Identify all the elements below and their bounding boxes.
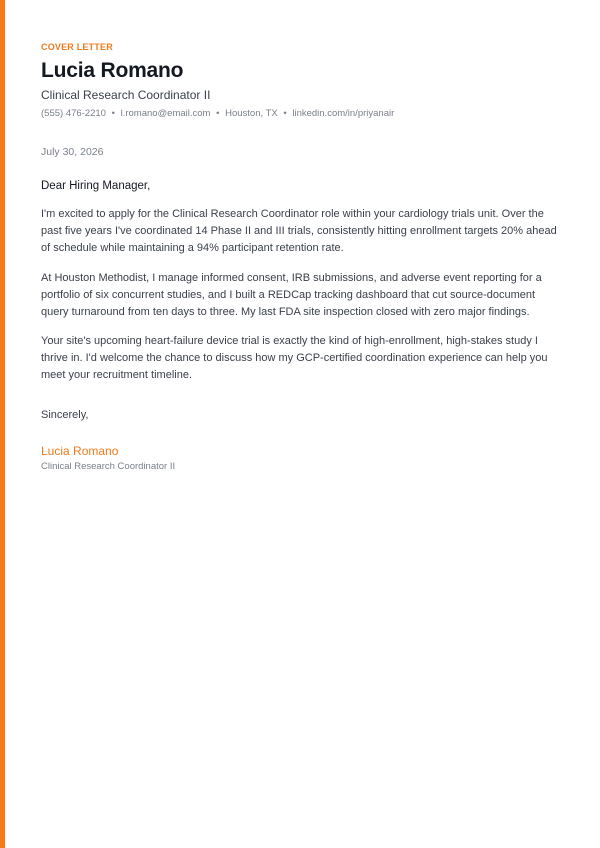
signature-title: Clinical Research Coordinator II bbox=[41, 461, 176, 472]
contact-linkedin[interactable]: linkedin.com/in/priyanair bbox=[292, 108, 395, 119]
letter-paragraph: I'm excited to apply for the Clinical Research Coordinator role within your cardiology trials unit. Over the past five years I've coordinated 14 Phase II and III trials, consistently hitting enrollment targets 20% ahead of schedule while maintaining a 94% participant retention rate. bbox=[41, 208, 557, 254]
contact-separator: • bbox=[111, 108, 115, 119]
accent-bar bbox=[0, 0, 5, 848]
contact-separator: • bbox=[283, 108, 287, 119]
applicant-name: Lucia Romano bbox=[41, 59, 184, 82]
letter-closing: Sincerely, bbox=[41, 409, 89, 421]
letter-paragraph: Your site's upcoming heart-failure device trial is exactly the kind of high-enrollment, high-stakes study I thrive in. I'd welcome the chance to discuss how my GCP-certified coordination experience can help you meet your recruitment timeline. bbox=[41, 335, 548, 381]
signature-name: Lucia Romano bbox=[41, 444, 119, 458]
contact-location: Houston, TX bbox=[225, 108, 278, 119]
document-label: COVER LETTER bbox=[41, 42, 113, 52]
contact-email[interactable]: l.romano@email.com bbox=[120, 108, 211, 119]
contact-line bbox=[41, 108, 394, 119]
letter-greeting: Dear Hiring Manager, bbox=[41, 180, 151, 192]
applicant-role: Clinical Research Coordinator II bbox=[41, 88, 211, 102]
contact-separator: • bbox=[216, 108, 220, 119]
letter-paragraph: At Houston Methodist, I manage informed consent, IRB submissions, and adverse event reporting for a portfolio of six concurrent studies, and I built a REDCap tracking dashboard that cut source-document query turnaround from ten days to three. My last FDA site inspection closed with zero major findings. bbox=[41, 272, 542, 318]
letter-date: July 30, 2026 bbox=[41, 146, 104, 158]
contact-phone: (555) 476-2210 bbox=[41, 108, 106, 119]
